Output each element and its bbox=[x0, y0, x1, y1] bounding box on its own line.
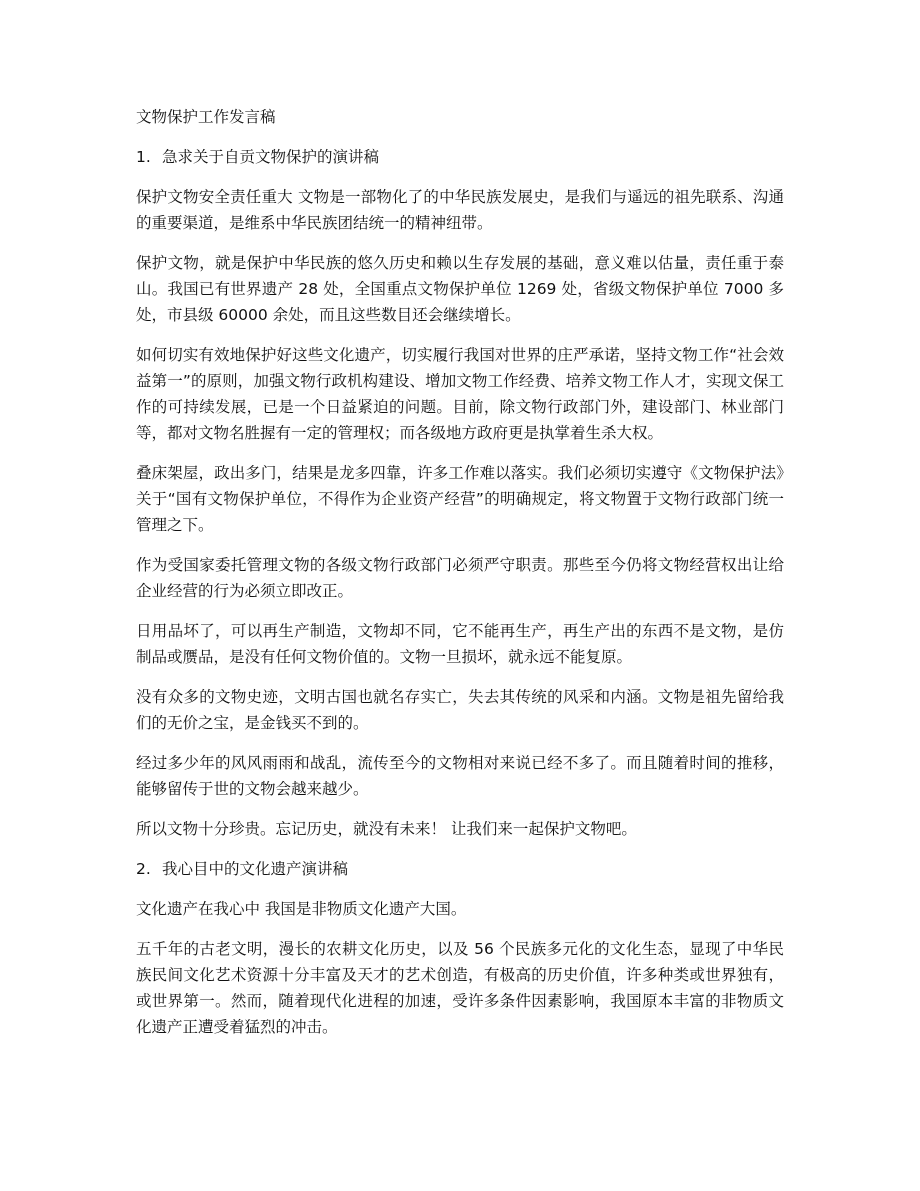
section-heading bbox=[136, 856, 784, 882]
paragraph: 日用品坏了，可以再生产制造，文物却不同，它不能再生产，再生产出的东西不是文物，是仿制品或赝品，是没有任何文物价值的。文物一旦损坏，就永远不能复原。 bbox=[136, 622, 784, 666]
paragraph: 保护文物安全责任重大 文物是一部物化了的中华民族发展史，是我们与遥远的祖先联系、沟通的重要渠道，是维系中华民族团结统一的精神纽带。 bbox=[136, 188, 784, 232]
paragraph: 如何切实有效地保护好这些文化遗产，切实履行我国对世界的庄严承诺，坚持文物工作“社会效益第一”的原则，加强文物行政机构建设、增加文物工作经费、培养文物工作人才，实现文保工作的可持续发展，已是一个日益紧迫的问题。目前，除文物行政部门外，建设部门、林业部门等，都对文物名胜握有一定的管理权；而各级地方政府更是执掌着生杀大权。 bbox=[136, 346, 784, 442]
paragraph: 所以文物十分珍贵。忘记历史，就没有未来！ 让我们来一起保护文物吧。 bbox=[136, 820, 637, 838]
section-heading-text: 急求关于自贡文物保护的演讲稿 bbox=[162, 148, 380, 166]
document-title: 文物保护工作发言稿 bbox=[136, 108, 276, 126]
section-number: 1. bbox=[136, 148, 151, 166]
paragraph: 五千年的古老文明，漫长的农耕文化历史，以及 56 个民族多元化的文化生态，显现了中华民族民间文化艺术资源十分丰富及天才的艺术创造，有极高的历史价值，许多种类或世界独有，或世界第一。然而，随着现代化进程的加速，受许多条件因素影响，我国原本丰富的非物质文化遗产正遭受着猛烈的冲击。 bbox=[136, 940, 784, 1036]
paragraph: 作为受国家委托管理文物的各级文物行政部门必须严守职责。那些至今仍将文物经营权出让给企业经营的行为必须立即改正。 bbox=[136, 556, 784, 600]
document-page bbox=[136, 104, 784, 1054]
section-heading-text: 我心目中的文化遗产演讲稿 bbox=[162, 860, 349, 878]
paragraph: 经过多少年的风风雨雨和战乱，流传至今的文物相对来说已经不多了。而且随着时间的推移，能够留传于世的文物会越来越少。 bbox=[136, 754, 784, 798]
paragraph: 文化遗产在我心中 我国是非物质文化遗产大国。 bbox=[136, 900, 467, 918]
section-heading bbox=[136, 144, 784, 170]
paragraph: 没有众多的文物史迹，文明古国也就名存实亡，失去其传统的风采和内涵。文物是祖先留给我们的无价之宝，是金钱买不到的。 bbox=[136, 688, 784, 732]
section-number: 2. bbox=[136, 860, 151, 878]
paragraph: 叠床架屋，政出多门，结果是龙多四靠，许多工作难以落实。我们必须切实遵守《文物保护法》关于“国有文物保护单位，不得作为企业资产经营”的明确规定，将文物置于文物行政部门统一管理之下。 bbox=[136, 464, 784, 534]
paragraph: 保护文物，就是保护中华民族的悠久历史和赖以生存发展的基础，意义难以估量，责任重于泰山。我国已有世界遗产 28 处，全国重点文物保护单位 1269 处，省级文物保护单位 7000 多处，市县级 60000 余处，而且这些数目还会继续增长。 bbox=[136, 254, 784, 324]
